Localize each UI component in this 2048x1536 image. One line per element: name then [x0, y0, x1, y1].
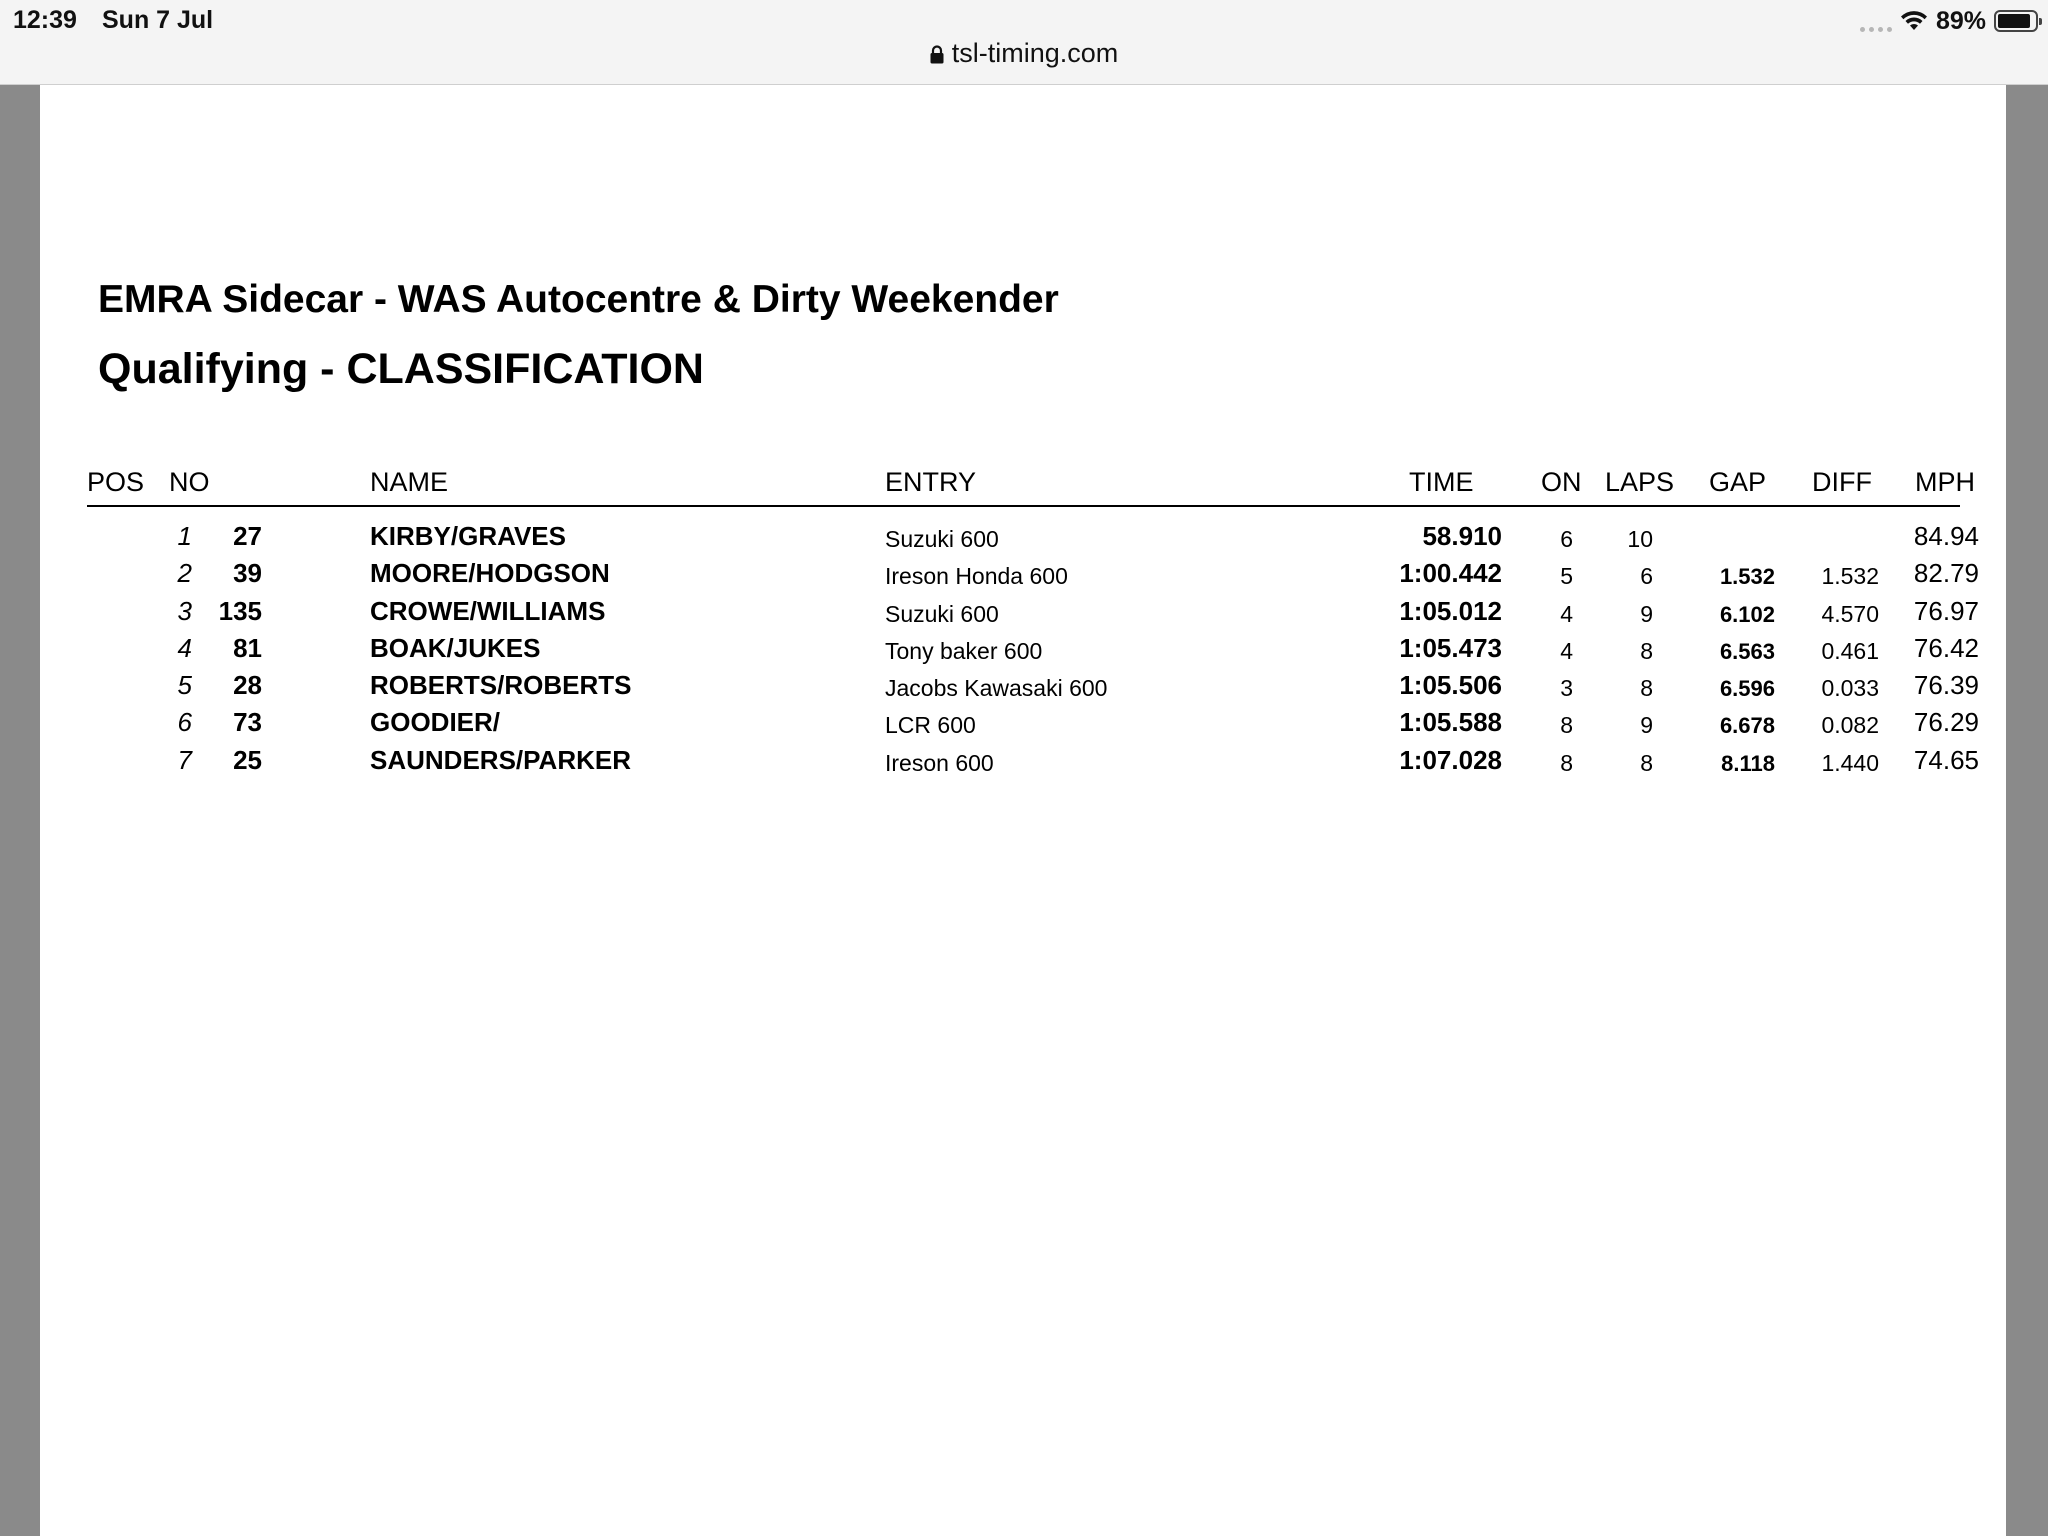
cell-gap: 6.102: [1719, 601, 1775, 627]
wifi-icon: [1900, 10, 1928, 32]
battery-icon: [1994, 10, 2038, 32]
header-laps: LAPS: [1605, 467, 1675, 497]
classification-table: [87, 455, 1979, 780]
cell-diff: 0.082: [1821, 712, 1879, 739]
cell-no: 39: [233, 558, 262, 589]
event-title: EMRA Sidecar - WAS Autocentre & Dirty Weekender: [98, 278, 1059, 321]
cell-gap: 6.563: [1719, 638, 1775, 664]
cell-diff: 0.033: [1821, 675, 1879, 702]
header-pos: POS: [87, 467, 145, 497]
status-date: Sun 7 Jul: [102, 6, 214, 34]
cell-mph: 76.29: [1913, 707, 1979, 738]
cell-laps: 9: [1640, 600, 1653, 627]
cell-mph: 84.94: [1913, 521, 1979, 551]
header-gap: GAP: [1709, 467, 1767, 497]
cell-pos: 2: [177, 558, 192, 589]
session-title: Qualifying - CLASSIFICATION: [98, 345, 704, 393]
table-row: [87, 556, 1979, 593]
cell-laps: 8: [1640, 637, 1653, 664]
cell-time: 1:00.442: [1399, 558, 1502, 589]
cell-entry: Ireson 600: [885, 749, 994, 776]
cell-name: CROWE/WILLIAMS: [370, 595, 606, 626]
cell-diff: 1.440: [1821, 749, 1879, 776]
cell-gap: 8.118: [1721, 750, 1775, 776]
table-row: [87, 743, 1979, 780]
cell-pos: 4: [177, 632, 192, 663]
cell-mph: 76.39: [1913, 670, 1979, 701]
cell-gap: 1.532: [1719, 564, 1775, 590]
cell-entry: Suzuki 600: [885, 600, 999, 627]
cell-diff: 4.570: [1821, 600, 1879, 627]
cell-on: 4: [1560, 600, 1573, 627]
cell-mph: 76.97: [1913, 595, 1979, 626]
cell-laps: 10: [1627, 526, 1653, 552]
header-on: ON: [1541, 467, 1582, 497]
url-text: tsl-timing.com: [951, 38, 1119, 68]
cell-no: 27: [233, 521, 262, 551]
cell-gap: 6.678: [1719, 713, 1775, 739]
cell-entry: Jacobs Kawasaki 600: [885, 675, 1108, 702]
table-row: [87, 705, 1979, 742]
table-header: [87, 455, 1975, 507]
header-no: NO: [169, 467, 210, 497]
cell-mph: 76.42: [1913, 632, 1979, 663]
battery-level: [1998, 14, 2030, 28]
cell-time: 1:05.506: [1399, 670, 1502, 701]
cell-pos: 6: [177, 707, 192, 738]
header-name: NAME: [370, 467, 449, 497]
cellular-dots-icon: [1860, 10, 1892, 32]
header-diff: DIFF: [1812, 467, 1872, 497]
cell-on: 8: [1560, 749, 1573, 776]
table-row: [87, 594, 1979, 631]
header-mph: MPH: [1915, 467, 1975, 497]
cell-laps: 6: [1640, 563, 1653, 590]
battery-percent: 89%: [1935, 6, 1986, 35]
table-body: [87, 519, 1979, 780]
header-entry: ENTRY: [885, 467, 977, 497]
cell-name: SAUNDERS/PARKER: [370, 744, 631, 775]
cell-time: 1:05.588: [1399, 707, 1502, 738]
cell-pos: 3: [177, 595, 192, 626]
cell-pos: 7: [177, 744, 192, 775]
cell-on: 5: [1560, 563, 1573, 590]
results-document: [40, 85, 2006, 1536]
cell-entry: LCR 600: [885, 712, 976, 739]
status-bar: [0, 0, 2048, 85]
cell-diff: 0.461: [1821, 637, 1879, 664]
cell-mph: 74.65: [1913, 744, 1979, 775]
cell-no: 73: [233, 707, 262, 738]
cell-no: 81: [233, 632, 262, 663]
cell-name: KIRBY/GRAVES: [370, 521, 566, 551]
cell-on: 4: [1560, 637, 1573, 664]
status-indicators: [1860, 5, 2038, 37]
cell-time: 1:07.028: [1399, 744, 1502, 775]
table-row: [87, 519, 1979, 556]
cell-entry: Suzuki 600: [885, 526, 999, 552]
cell-no: 135: [218, 595, 262, 626]
cell-on: 6: [1560, 526, 1573, 552]
cell-time: 1:05.473: [1399, 632, 1502, 663]
lock-icon: [930, 45, 944, 64]
cell-entry: Tony baker 600: [885, 637, 1043, 664]
cell-laps: 9: [1640, 712, 1653, 739]
cell-time: 58.910: [1422, 521, 1502, 551]
cell-name: GOODIER/: [370, 707, 501, 738]
cell-name: ROBERTS/ROBERTS: [370, 670, 632, 701]
cell-time: 1:05.012: [1399, 595, 1502, 626]
cell-no: 25: [233, 744, 262, 775]
cell-on: 8: [1560, 712, 1573, 739]
cell-laps: 8: [1640, 749, 1653, 776]
cell-name: BOAK/JUKES: [370, 632, 541, 663]
cell-no: 28: [233, 670, 262, 701]
cell-laps: 8: [1640, 675, 1653, 702]
address-bar[interactable]: [0, 38, 2048, 69]
cell-diff: 1.532: [1821, 563, 1879, 590]
cell-entry: Ireson Honda 600: [885, 563, 1068, 590]
header-time: TIME: [1409, 467, 1474, 497]
table-row: [87, 668, 1979, 705]
cell-pos: 5: [177, 670, 192, 701]
cell-name: MOORE/HODGSON: [370, 558, 610, 589]
cell-on: 3: [1560, 675, 1573, 702]
status-time: 12:39: [13, 6, 77, 34]
table-row: [87, 631, 1979, 668]
cell-gap: 6.596: [1719, 676, 1775, 702]
cell-pos: 1: [177, 521, 192, 551]
cell-mph: 82.79: [1913, 558, 1979, 589]
